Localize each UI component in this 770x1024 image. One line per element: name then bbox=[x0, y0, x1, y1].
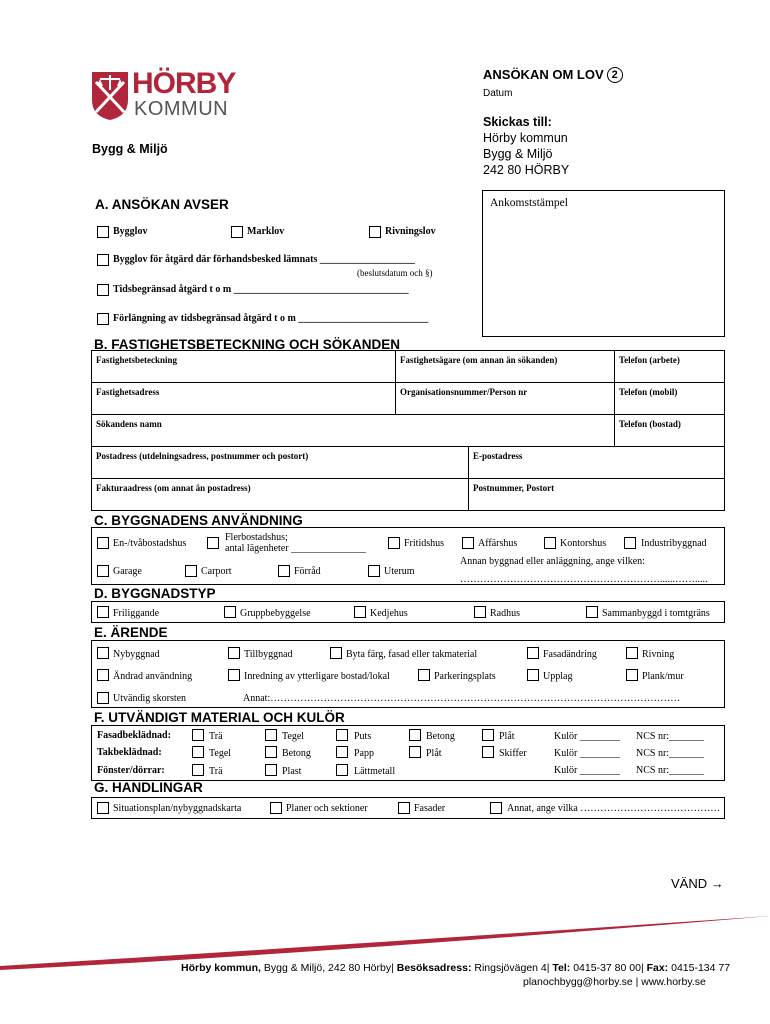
plank-mur-label: Plank/mur bbox=[642, 671, 684, 682]
flerbostad-label-1: Flerbostadshus; bbox=[225, 532, 288, 543]
nybyggnad-checkbox[interactable] bbox=[97, 647, 109, 659]
tak-betong-label: Betong bbox=[282, 748, 311, 759]
footer-tel-value: 0415-37 80 00| bbox=[570, 962, 647, 974]
address-line-3: 242 80 HÖRBY bbox=[483, 163, 570, 177]
bygglov-checkbox[interactable] bbox=[97, 226, 109, 238]
sammanbyggd-checkbox[interactable] bbox=[586, 606, 598, 618]
forlangning-checkbox[interactable] bbox=[97, 313, 109, 325]
kontorshus-checkbox[interactable] bbox=[544, 537, 556, 549]
kontorshus-label: Kontorshus bbox=[560, 538, 607, 549]
section-c-heading: C. BYGGNADENS ANVÄNDNING bbox=[94, 513, 303, 528]
logo-sub: KOMMUN bbox=[134, 98, 229, 120]
fasad-ncs-input[interactable]: NCS nr:_______ bbox=[636, 731, 705, 742]
epost-label: E-postadress bbox=[473, 451, 523, 461]
fasader-checkbox[interactable] bbox=[398, 802, 410, 814]
fasadandring-checkbox[interactable] bbox=[527, 647, 539, 659]
applicant-table bbox=[91, 350, 725, 447]
rivning-label: Rivning bbox=[642, 649, 675, 660]
fasad-tegel-label: Tegel bbox=[282, 731, 305, 742]
tak-plat-label: Plåt bbox=[426, 748, 442, 759]
turn-page-label: VÄND → bbox=[671, 876, 724, 891]
form-title-text: ANSÖKAN OM LOV bbox=[483, 67, 604, 82]
forlangning-label[interactable]: Förlängning av tidsbegränsad åtgärd t o m __________________________ bbox=[113, 313, 429, 324]
planer-sektioner-checkbox[interactable] bbox=[270, 802, 282, 814]
fastighetsadress-field[interactable] bbox=[92, 383, 396, 415]
fritidshus-label: Fritidshus bbox=[404, 538, 445, 549]
fonster-lattmetall-checkbox[interactable] bbox=[336, 764, 348, 776]
rivningslov-checkbox[interactable] bbox=[369, 226, 381, 238]
fasad-tra-checkbox[interactable] bbox=[192, 729, 204, 741]
tidsbegransad-checkbox[interactable] bbox=[97, 284, 109, 296]
garage-checkbox[interactable] bbox=[97, 565, 109, 577]
section-d-heading: D. BYGGNADSTYP bbox=[94, 586, 216, 601]
rivningslov-label: Rivningslov bbox=[385, 226, 436, 237]
affarshus-label: Affärshus bbox=[478, 538, 518, 549]
upplag-checkbox[interactable] bbox=[527, 669, 539, 681]
bygglov-label: Bygglov bbox=[113, 226, 148, 237]
fastighetsagare-label: Fastighetsägare (om annan än sökanden) bbox=[400, 355, 558, 365]
fasadandring-label: Fasadändring bbox=[543, 649, 597, 660]
tak-skiffer-label: Skiffer bbox=[499, 748, 527, 759]
footer-line-2: planochbygg@horby.se | www.horby.se bbox=[523, 976, 706, 988]
andrad-anvandning-checkbox[interactable] bbox=[97, 669, 109, 681]
address-line-1: Hörby kommun bbox=[483, 131, 568, 145]
tidsbegransad-label[interactable]: Tidsbegränsad åtgärd t o m ___________________________________ bbox=[113, 284, 409, 295]
tel-bostad-label: Telefon (bostad) bbox=[619, 419, 681, 429]
department-label: Bygg & Miljö bbox=[92, 142, 168, 156]
footer-tel-label: Tel: bbox=[552, 962, 571, 974]
tel-mobil-label: Telefon (mobil) bbox=[619, 387, 678, 397]
sokandens-namn-label: Sökandens namn bbox=[96, 419, 162, 429]
takbekladnad-label: Takbeklädnad: bbox=[97, 747, 162, 758]
footer-fax-value: 0415-134 77 bbox=[668, 962, 731, 974]
marklov-checkbox[interactable] bbox=[231, 226, 243, 238]
forhandsbesked-checkbox[interactable] bbox=[97, 254, 109, 266]
nybyggnad-label: Nybyggnad bbox=[113, 649, 160, 660]
inredning-label: Inredning av ytterligare bostad/lokal bbox=[244, 671, 390, 682]
tak-plat-checkbox[interactable] bbox=[409, 746, 421, 758]
friliggande-checkbox[interactable] bbox=[97, 606, 109, 618]
flerbostad-label-2: antal lägenheter _______________ bbox=[225, 543, 367, 554]
fastighetsbeteckning-field[interactable] bbox=[92, 351, 396, 383]
coat-of-arms-icon bbox=[90, 70, 130, 122]
fasad-betong-checkbox[interactable] bbox=[409, 729, 421, 741]
forhandsbesked-label[interactable]: Bygglov för åtgärd där förhandsbesked lämnats ___________________ bbox=[113, 254, 415, 265]
footer-line-1 bbox=[181, 962, 730, 974]
logo-name: HÖRBY bbox=[132, 67, 236, 100]
tak-kulor-input[interactable]: Kulör ________ bbox=[554, 748, 620, 759]
flerbostad-checkbox[interactable] bbox=[207, 537, 219, 549]
fonster-plast-label: Plast bbox=[282, 766, 302, 777]
section-f-box bbox=[91, 725, 725, 781]
byta-farg-label: Byta färg, fasad eller takmaterial bbox=[346, 649, 478, 660]
tel-bostad-field[interactable] bbox=[615, 415, 725, 447]
planer-sektioner-label: Planer och sektioner bbox=[286, 803, 368, 814]
annat-arende-input[interactable]: Annat:…………………………………………………………………………………………………………… bbox=[243, 693, 681, 704]
forrad-label: Förråd bbox=[294, 566, 321, 577]
fasadbekladnad-label: Fasadbeklädnad: bbox=[97, 730, 171, 741]
fastighetsbeteckning-label: Fastighetsbeteckning bbox=[96, 355, 177, 365]
tillbyggnad-checkbox[interactable] bbox=[228, 647, 240, 659]
annan-byggnad-label: Annan byggnad eller anläggning, ange vilken: bbox=[460, 556, 645, 567]
epost-field[interactable] bbox=[469, 447, 725, 479]
tak-ncs-input[interactable]: NCS nr:_______ bbox=[636, 748, 705, 759]
fasader-label: Fasader bbox=[414, 803, 446, 814]
entva-label: En-/tvåbostadshus bbox=[113, 538, 187, 549]
uterum-label: Uterum bbox=[384, 566, 415, 577]
fonster-dorrar-label: Fönster/dörrar: bbox=[97, 765, 165, 776]
annat-handlingar-checkbox[interactable] bbox=[490, 802, 502, 814]
fasad-plat-label: Plåt bbox=[499, 731, 515, 742]
logo bbox=[90, 67, 236, 128]
postadress-field[interactable] bbox=[92, 447, 469, 479]
postadress-label: Postadress (utdelningsadress, postnummer och postort) bbox=[96, 451, 309, 461]
gruppbebyggelse-label: Gruppbebyggelse bbox=[240, 608, 311, 619]
fonster-plast-checkbox[interactable] bbox=[265, 764, 277, 776]
radhus-checkbox[interactable] bbox=[474, 606, 486, 618]
gruppbebyggelse-checkbox[interactable] bbox=[224, 606, 236, 618]
tel-mobil-field[interactable] bbox=[615, 383, 725, 415]
send-to-label: Skickas till: bbox=[483, 115, 552, 129]
footer-org: Hörby kommun, bbox=[181, 962, 261, 974]
section-g-heading: G. HANDLINGAR bbox=[94, 780, 203, 795]
entva-checkbox[interactable] bbox=[97, 537, 109, 549]
radhus-label: Radhus bbox=[490, 608, 520, 619]
situationsplan-checkbox[interactable] bbox=[97, 802, 109, 814]
fonster-kulor-input[interactable]: Kulör ________ bbox=[554, 765, 620, 776]
fakturaadress-label: Fakturaadress (om annat än postadress) bbox=[96, 483, 251, 493]
address-line-2: Bygg & Miljö bbox=[483, 147, 553, 161]
upplag-label: Upplag bbox=[543, 671, 573, 682]
byta-farg-checkbox[interactable] bbox=[330, 647, 342, 659]
orgnr-label: Organisationsnummer/Person nr bbox=[400, 387, 528, 397]
industribyggnad-label: Industribyggnad bbox=[641, 538, 707, 549]
andrad-anvandning-label: Ändrad användning bbox=[113, 671, 193, 682]
fastighetsadress-label: Fastighetsadress bbox=[96, 387, 160, 397]
orgnr-field[interactable] bbox=[396, 383, 615, 415]
tak-papp-label: Papp bbox=[354, 748, 374, 759]
fasad-tegel-checkbox[interactable] bbox=[265, 729, 277, 741]
tak-skiffer-checkbox[interactable] bbox=[482, 746, 494, 758]
tillbyggnad-label: Tillbyggnad bbox=[244, 649, 293, 660]
footer-org-rest: Bygg & Miljö, 242 80 Hörby| bbox=[260, 962, 397, 974]
sokandens-namn-field[interactable] bbox=[92, 415, 615, 447]
forrad-checkbox[interactable] bbox=[278, 565, 290, 577]
affarshus-checkbox[interactable] bbox=[462, 537, 474, 549]
rivning-checkbox[interactable] bbox=[626, 647, 638, 659]
marklov-label: Marklov bbox=[247, 226, 285, 237]
fonster-tra-checkbox[interactable] bbox=[192, 764, 204, 776]
fastighetsagare-field[interactable] bbox=[396, 351, 615, 383]
stamp-box bbox=[482, 190, 725, 337]
address-table bbox=[91, 446, 725, 511]
fritidshus-checkbox[interactable] bbox=[388, 537, 400, 549]
utvandig-skorsten-label: Utvändig skorsten bbox=[113, 693, 187, 704]
fasad-puts-label: Puts bbox=[354, 731, 372, 742]
section-f-heading: F. UTVÄNDIGT MATERIAL OCH KULÖR bbox=[94, 710, 345, 725]
carport-checkbox[interactable] bbox=[185, 565, 197, 577]
footer-fax-label: Fax: bbox=[646, 962, 669, 974]
situationsplan-label: Situationsplan/nybyggnadskarta bbox=[113, 803, 242, 814]
uterum-checkbox[interactable] bbox=[368, 565, 380, 577]
sammanbyggd-label: Sammanbyggd i tomtgräns bbox=[602, 608, 710, 619]
tak-tegel-checkbox[interactable] bbox=[192, 746, 204, 758]
forhandsbesked-note: (beslutsdatum och §) bbox=[357, 268, 433, 278]
parkeringsplats-label: Parkeringsplats bbox=[434, 671, 496, 682]
garage-label: Garage bbox=[113, 566, 142, 577]
section-b-heading: B. FASTIGHETSBETECKNING OCH SÖKANDEN bbox=[94, 337, 401, 352]
industribyggnad-checkbox[interactable] bbox=[624, 537, 636, 549]
fasad-plat-checkbox[interactable] bbox=[482, 729, 494, 741]
fasad-puts-checkbox[interactable] bbox=[336, 729, 348, 741]
annat-handlingar-input[interactable]: Annat, ange vilka …………………………………… bbox=[507, 803, 721, 814]
fasad-betong-label: Betong bbox=[426, 731, 455, 742]
fonster-ncs-input[interactable]: NCS nr:_______ bbox=[636, 765, 705, 776]
footer-besok-label: Besöksadress: bbox=[396, 962, 472, 974]
tak-betong-checkbox[interactable] bbox=[265, 746, 277, 758]
form-title bbox=[483, 67, 623, 83]
fonster-tra-label: Trä bbox=[209, 766, 223, 777]
fasad-tra-label: Trä bbox=[209, 731, 223, 742]
plank-mur-checkbox[interactable] bbox=[626, 669, 638, 681]
footer-besok-value: Ringsjövägen 4| bbox=[471, 962, 553, 974]
carport-label: Carport bbox=[201, 566, 232, 577]
inredning-checkbox[interactable] bbox=[228, 669, 240, 681]
tak-papp-checkbox[interactable] bbox=[336, 746, 348, 758]
datum-label: Datum bbox=[483, 88, 513, 99]
fakturaadress-field[interactable] bbox=[92, 479, 469, 511]
postnummer-field[interactable] bbox=[469, 479, 725, 511]
kedjehus-label: Kedjehus bbox=[370, 608, 408, 619]
utvandig-skorsten-checkbox[interactable] bbox=[97, 692, 109, 704]
fasad-kulor-input[interactable]: Kulör ________ bbox=[554, 731, 620, 742]
tak-tegel-label: Tegel bbox=[209, 748, 232, 759]
annan-byggnad-input[interactable]: ……………………………………………………......……..... bbox=[460, 574, 708, 585]
section-e-heading: E. ÄRENDE bbox=[94, 625, 168, 640]
parkeringsplats-checkbox[interactable] bbox=[418, 669, 430, 681]
tel-arbete-field[interactable] bbox=[615, 351, 725, 383]
stamp-label: Ankomststämpel bbox=[490, 197, 568, 209]
kedjehus-checkbox[interactable] bbox=[354, 606, 366, 618]
friliggande-label: Friliggande bbox=[113, 608, 160, 619]
fonster-lattmetall-label: Lättmetall bbox=[354, 766, 396, 777]
form-number: 2 bbox=[607, 67, 623, 83]
tel-arbete-label: Telefon (arbete) bbox=[619, 355, 680, 365]
postnummer-label: Postnummer, Postort bbox=[473, 483, 555, 493]
section-a-heading: A. ANSÖKAN AVSER bbox=[95, 197, 229, 212]
